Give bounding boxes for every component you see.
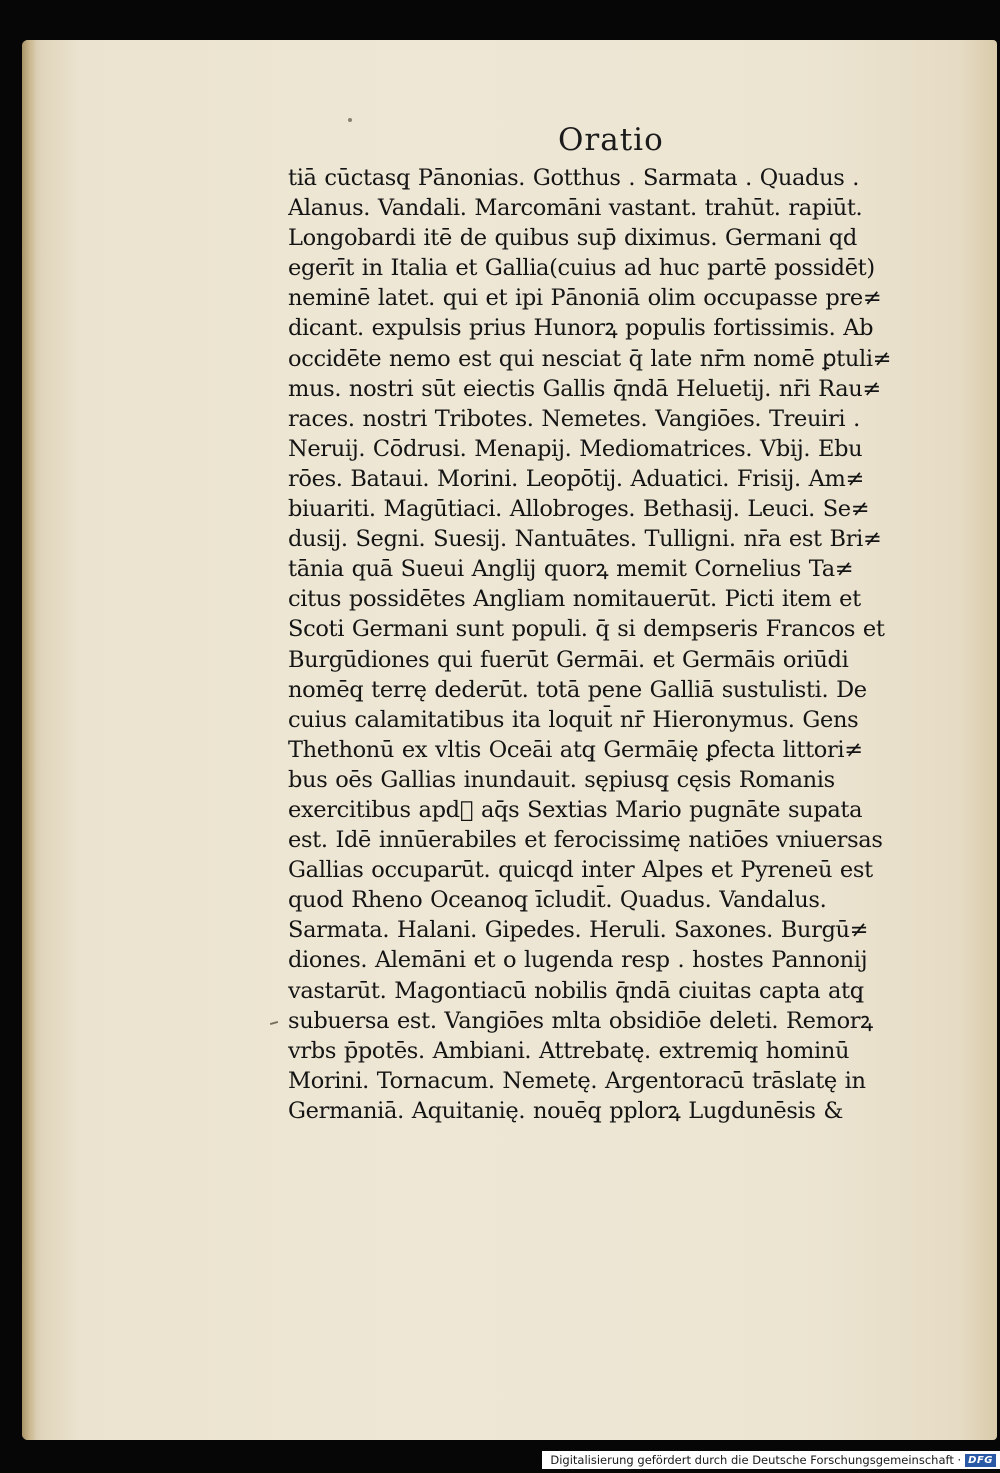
running-head: Oratio xyxy=(558,122,664,158)
text-line: dicant. expulsis prius Hunorꝝ populis fortissimis. Ab xyxy=(288,315,874,342)
dfg-logo: DFG xyxy=(965,1454,996,1467)
ink-speck xyxy=(348,118,352,122)
text-line: biuariti. Magūtiaci. Allobroges. Bethasij. Leuci. Se≠ xyxy=(288,496,870,523)
text-line: Thethonū ex vltis Oceāi atq̧ Germāię ꝑfecta littori≠ xyxy=(288,736,863,763)
text-line: egerīt in Italia et Gallia(cuius ad huc partē possidēt) xyxy=(288,255,875,282)
text-line: vastarūt. Magontiacū nobilis q̄ndā ciuitas capta atq̧ xyxy=(288,977,864,1004)
text-line: occidēte nemo est qui nesciat q̄ late nr̄m nomē ꝑtuli≠ xyxy=(288,345,892,372)
text-line: dusij. Segni. Suesij. Nantuātes. Tulligni. nr̄a est Bri≠ xyxy=(288,526,882,553)
text-line: neminē latet. qui et ipi Pānoniā olim occupasse pre≠ xyxy=(288,285,882,312)
text-line: mus. nostri sūt eiectis Gallis q̄ndā Heluetij. nr̄i Rau≠ xyxy=(288,375,881,402)
text-line: exercitibus apd᷒ aq̄s Sextias Mario pugnāte supata xyxy=(288,796,863,823)
text-line: Germaniā. Aquitanię. nouēq̧ pplorꝝ Lugdunēsis & xyxy=(288,1097,844,1124)
text-line: citus possidētes Angliam nomitauerūt. Picti item et xyxy=(288,586,861,613)
text-line: Morini. Tornacum. Nemetę. Argentoracū trāslatę in xyxy=(288,1067,866,1094)
text-line: est. Idē innūerabiles et ferocissimę natiōes vniuersas xyxy=(288,827,883,854)
text-line: vrbs p̄potēs. Ambiani. Attrebatę. extremiq̧ hominū xyxy=(288,1037,850,1064)
text-line: subuersa est. Vangiōes mlta obsidiōe deleti. Remorꝝ xyxy=(288,1007,873,1034)
text-line: Gallias occuparūt. quicqd inter Alpes et Pyreneū est xyxy=(288,857,873,884)
text-line: nomēq̧ terrę dederūt. totā pene Galliā sustulisti. De xyxy=(288,676,867,703)
text-line: Longobardi itē de quibus sup̄ diximus. Germani qd xyxy=(288,225,857,252)
text-line: Sarmata. Halani. Gipedes. Heruli. Saxones. Burgū≠ xyxy=(288,917,869,944)
text-line: Neruij. Cōdrusi. Menapij. Mediomatrices. Vbij. Ebu xyxy=(288,435,863,462)
text-line: tiā cūctasq̧ Pānonias. Gotthus . Sarmata . Quadus . xyxy=(288,165,860,191)
text-line: quod Rheno Oceanoq̧ īcludit̄. Quadus. Vandalus. xyxy=(288,887,827,914)
credit-text: Digitalisierung gefördert durch die Deutsche Forschungsgemeinschaft · xyxy=(550,1453,962,1467)
text-line: tānia quā Sueui Anglij quorꝝ memit Cornelius Ta≠ xyxy=(288,556,854,583)
text-line: races. nostri Tribotes. Nemetes. Vangiōes. Treuiri . xyxy=(288,405,860,432)
text-line: diones. Alemāni et o lugenda resp . hostes Pannonij xyxy=(288,947,868,974)
text-line: Alanus. Vandali. Marcomāni vastant. trahūt. rapiūt. xyxy=(288,195,863,222)
text-line: rōes. Bataui. Morini. Leopōtij. Aduatici. Frisij. Am≠ xyxy=(288,465,865,492)
text-block xyxy=(288,163,948,1126)
digitization-credit xyxy=(542,1451,1000,1469)
text-line: cuius calamitatibus ita loquit̄ nr̄ Hieronymus. Gens xyxy=(288,706,859,733)
text-line: Scoti Germani sunt populi. q̄ si dempseris Francos et xyxy=(288,616,885,643)
text-line: Burgūdiones qui fuerūt Germāi. et Germāis oriūdi xyxy=(288,646,849,673)
text-line: bus oēs Gallias inundauit. sępiusq̧ cęsis Romanis xyxy=(288,766,835,793)
